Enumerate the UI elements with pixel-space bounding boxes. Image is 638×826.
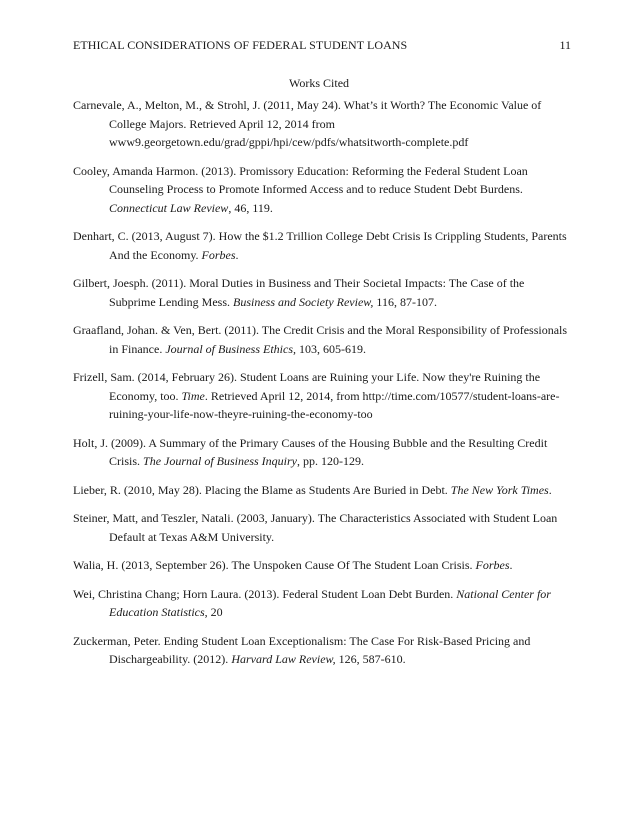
citation-entry: Zuckerman, Peter. Ending Student Loan Exceptionalism: The Case For Risk-Based Pricing and Dischargeability. (2012). Harvard Law Review, 126, 587-610. [73,633,531,666]
citation-entry: Lieber, R. (2010, May 28). Placing the Blame as Students Are Buried in Debt. The New York Times. [73,482,552,497]
citation-entry: Walia, H. (2013, September 26). The Unspoken Cause Of The Student Loan Crisis. Forbes. [73,558,513,572]
running-head: ETHICAL CONSIDERATIONS OF FEDERAL STUDENT LOANS [73,38,408,52]
citation-entry: Cooley, Amanda Harmon. (2013). Promissory Education: Reforming the Federal Student Loan Counseling Process to Promote Informed Access and to reduce Student Debt Burdens. Connecticut Law Review, 46, 119. [73,163,528,215]
page-number: 11 [559,38,571,52]
citation-entry: Holt, J. (2009). A Summary of the Primary Causes of the Housing Bubble and the Resulting Credit Crisis. The Journal of Business Inquiry, pp. 120-129. [73,435,548,468]
page-header [73,36,571,54]
citation-entry: Steiner, Matt, and Teszler, Natali. (2003, January). The Characteristics Associated with Student Loan Default at Texas A&M University. [73,511,558,544]
citation-entry: Frizell, Sam. (2014, February 26). Student Loans are Ruining your Life. Now they're Ruining the Economy, too. Time. Retrieved April 12, 2014, from http://time.com/10577/student-loans-are-ruining-your-life-now-theyre-ruining-the-economy-too [73,370,560,421]
citation-entry: Gilbert, Joesph. (2011). Moral Duties in Business and Their Societal Impacts: The Case of the Subprime Lending Mess. Business and Society Review, 116, 87-107. [73,276,525,309]
works-cited-list [73,96,573,679]
works-cited-title: Works Cited [288,76,350,90]
citation-entry: Denhart, C. (2013, August 7). How the $1.2 Trillion College Debt Crisis Is Crippling Students, Parents And the Economy. Forbes. [73,229,567,262]
citation-entry: Wei, Christina Chang; Horn Laura. (2013). Federal Student Loan Debt Burden. National Center for Education Statistics, 20 [73,586,551,619]
citation-entry: Graafland, Johan. & Ven, Bert. (2011). The Credit Crisis and the Moral Responsibility of Professionals in Finance. Journal of Business Ethics, 103, 605-619. [73,323,568,356]
citation-entry: Carnevale, A., Melton, M., & Strohl, J. (2011, May 24). What’s it Worth? The Economic Value of College Majors. Retrieved April 12, 2014 from www9.georgetown.edu/grad/gppi/hpi/cew/pdfs/whatsitworth-complete.pdf [73,98,542,149]
